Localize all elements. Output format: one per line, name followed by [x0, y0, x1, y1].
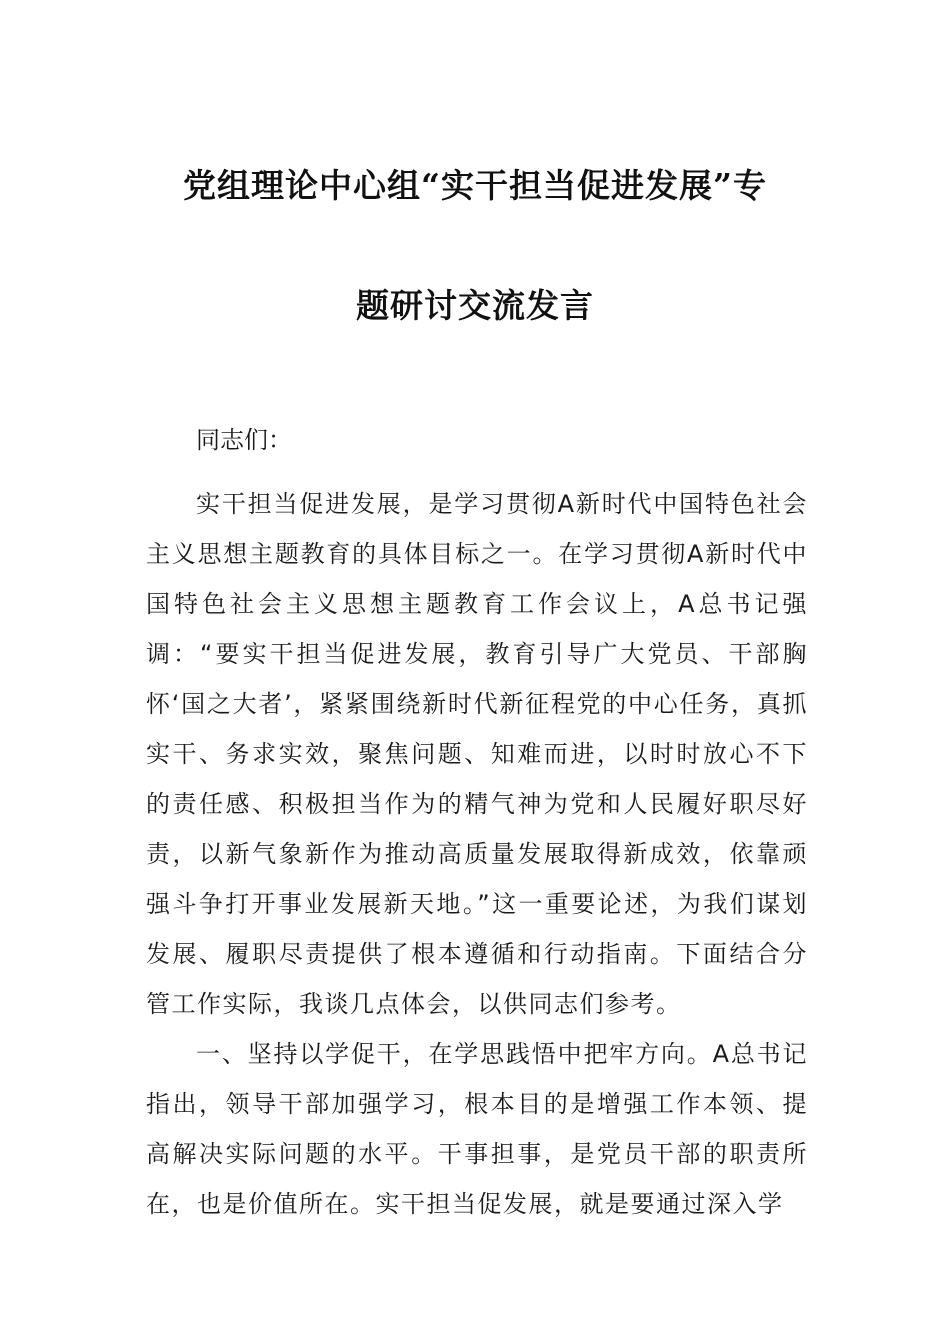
- salutation: 同志们：: [196, 426, 292, 454]
- body-paragraph-intro: 实干担当促进发展，是学习贯彻A新时代中国特色社会主义思想主题教育的具体目标之一。在学习贯彻A新时代中国特色社会主义思想主题教育工作会议上，A总书记强调：“要实干担当促进发展，教育引导广大党员、干部胸怀‘国之大者’，紧紧围绕新时代新征程党的中心任务，真抓实干、务求实效，聚焦问题、知难而进，以时时放心不下的责任感、积极担当作为的精气神为党和人民履好职尽好责，以新气象新作为推动高质量发展取得新成效，依靠顽强斗争打开事业发展新天地。”这一重要论述，为我们谋划发展、履职尽责提供了根本遵循和行动指南。下面结合分管工作实际，我谈几点体会，以供同志们参考。: [146, 490, 808, 1018]
- document-title-line-2: 题研讨交流发言: [356, 286, 594, 325]
- document-title-line-1: 党组理论中心组“实干担当促进发展”专: [183, 166, 767, 205]
- body-paragraph-section-one: 一、坚持以学促干，在学思践悟中把牢方向。A总书记指出，领导干部加强学习，根本目的是增强工作本领、提高解决实际问题的水平。干事担事，是党员干部的职责所在，也是价值所在。实干担当促发展，就是要通过深入学: [146, 1040, 808, 1218]
